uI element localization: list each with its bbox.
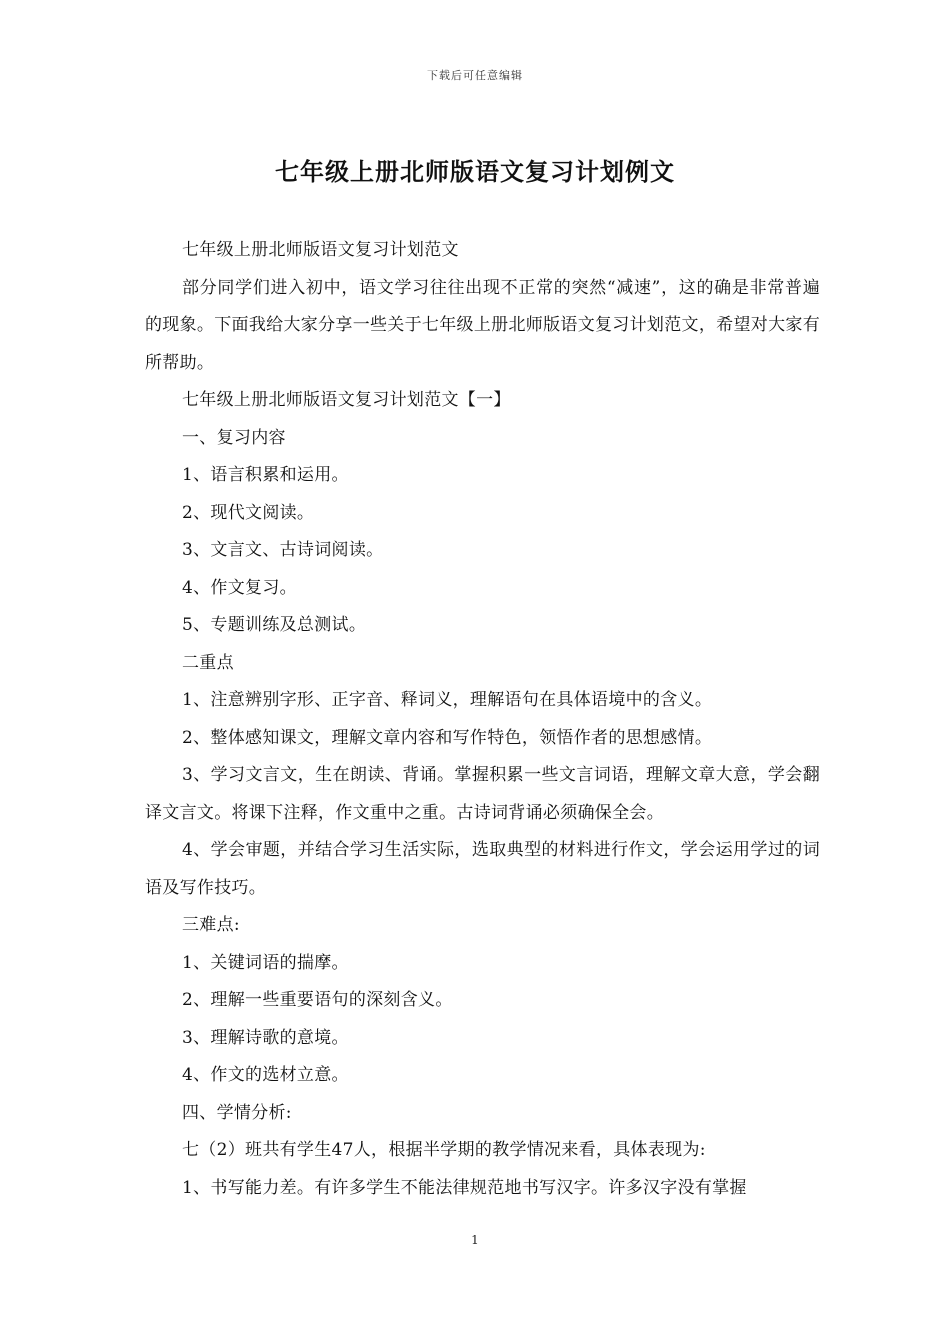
document-title: 七年级上册北师版语文复习计划例文 (275, 157, 675, 186)
list-item: 1、语言积累和运用。 (182, 465, 349, 485)
list-item: 4、作文的选材立意。 (182, 1065, 349, 1085)
list-item: 3、文言文、古诗词阅读。 (182, 540, 384, 560)
list-item: 2、现代文阅读。 (182, 502, 315, 523)
document-body (145, 232, 820, 1207)
list-item: 1、注意辨别字形、正字音、释词义，理解语句在具体语境中的含义。 (182, 690, 713, 710)
paragraph-heading-difficulties: 三难点: (182, 915, 240, 935)
list-item: 3、理解诗歌的意境。 (182, 1027, 349, 1048)
paragraph-heading-key-points: 二重点 (182, 652, 234, 673)
paragraph-class-info: 七（2）班共有学生47人，根据半学期的教学情况来看，具体表现为: (182, 1140, 706, 1160)
paragraph-subtitle: 七年级上册北师版语文复习计划范文 (182, 240, 459, 260)
list-item: 5、专题训练及总测试。 (182, 615, 367, 635)
paragraph-intro: 部分同学们进入初中，语文学习往往出现不正常的突然“减速”，这的确是非常普遍的现象。下面我给大家分享一些关于七年级上册北师版语文复习计划范文，希望对大家有所帮助。 (145, 277, 820, 373)
page-header-note: 下载后可任意编辑 (427, 69, 523, 82)
list-item: 4、学会审题，并结合学习生活实际，选取典型的材料进行作文，学会运用学过的词语及写作技巧。 (145, 840, 820, 898)
list-item: 2、整体感知课文，理解文章内容和写作特色，领悟作者的思想感情。 (182, 727, 713, 748)
list-item: 3、学习文言文，生在朗读、背诵。掌握积累一些文言词语，理解文章大意，学会翻译文言文。将课下注释，作文重中之重。古诗词背诵必须确保全会。 (145, 765, 820, 823)
list-item: 2、理解一些重要语句的深刻含义。 (182, 990, 453, 1010)
paragraph-heading-analysis: 四、学情分析: (182, 1102, 292, 1123)
list-item: 1、书写能力差。有许多学生不能法律规范地书写汉字。许多汉字没有掌握 (182, 1177, 747, 1198)
list-item: 1、关键词语的揣摩。 (182, 952, 349, 973)
paragraph-section-heading: 七年级上册北师版语文复习计划范文【一】 (182, 390, 511, 410)
list-item: 4、作文复习。 (182, 577, 297, 598)
page-number: 1 (471, 1233, 479, 1247)
paragraph-heading-review-content: 一、复习内容 (182, 427, 286, 448)
